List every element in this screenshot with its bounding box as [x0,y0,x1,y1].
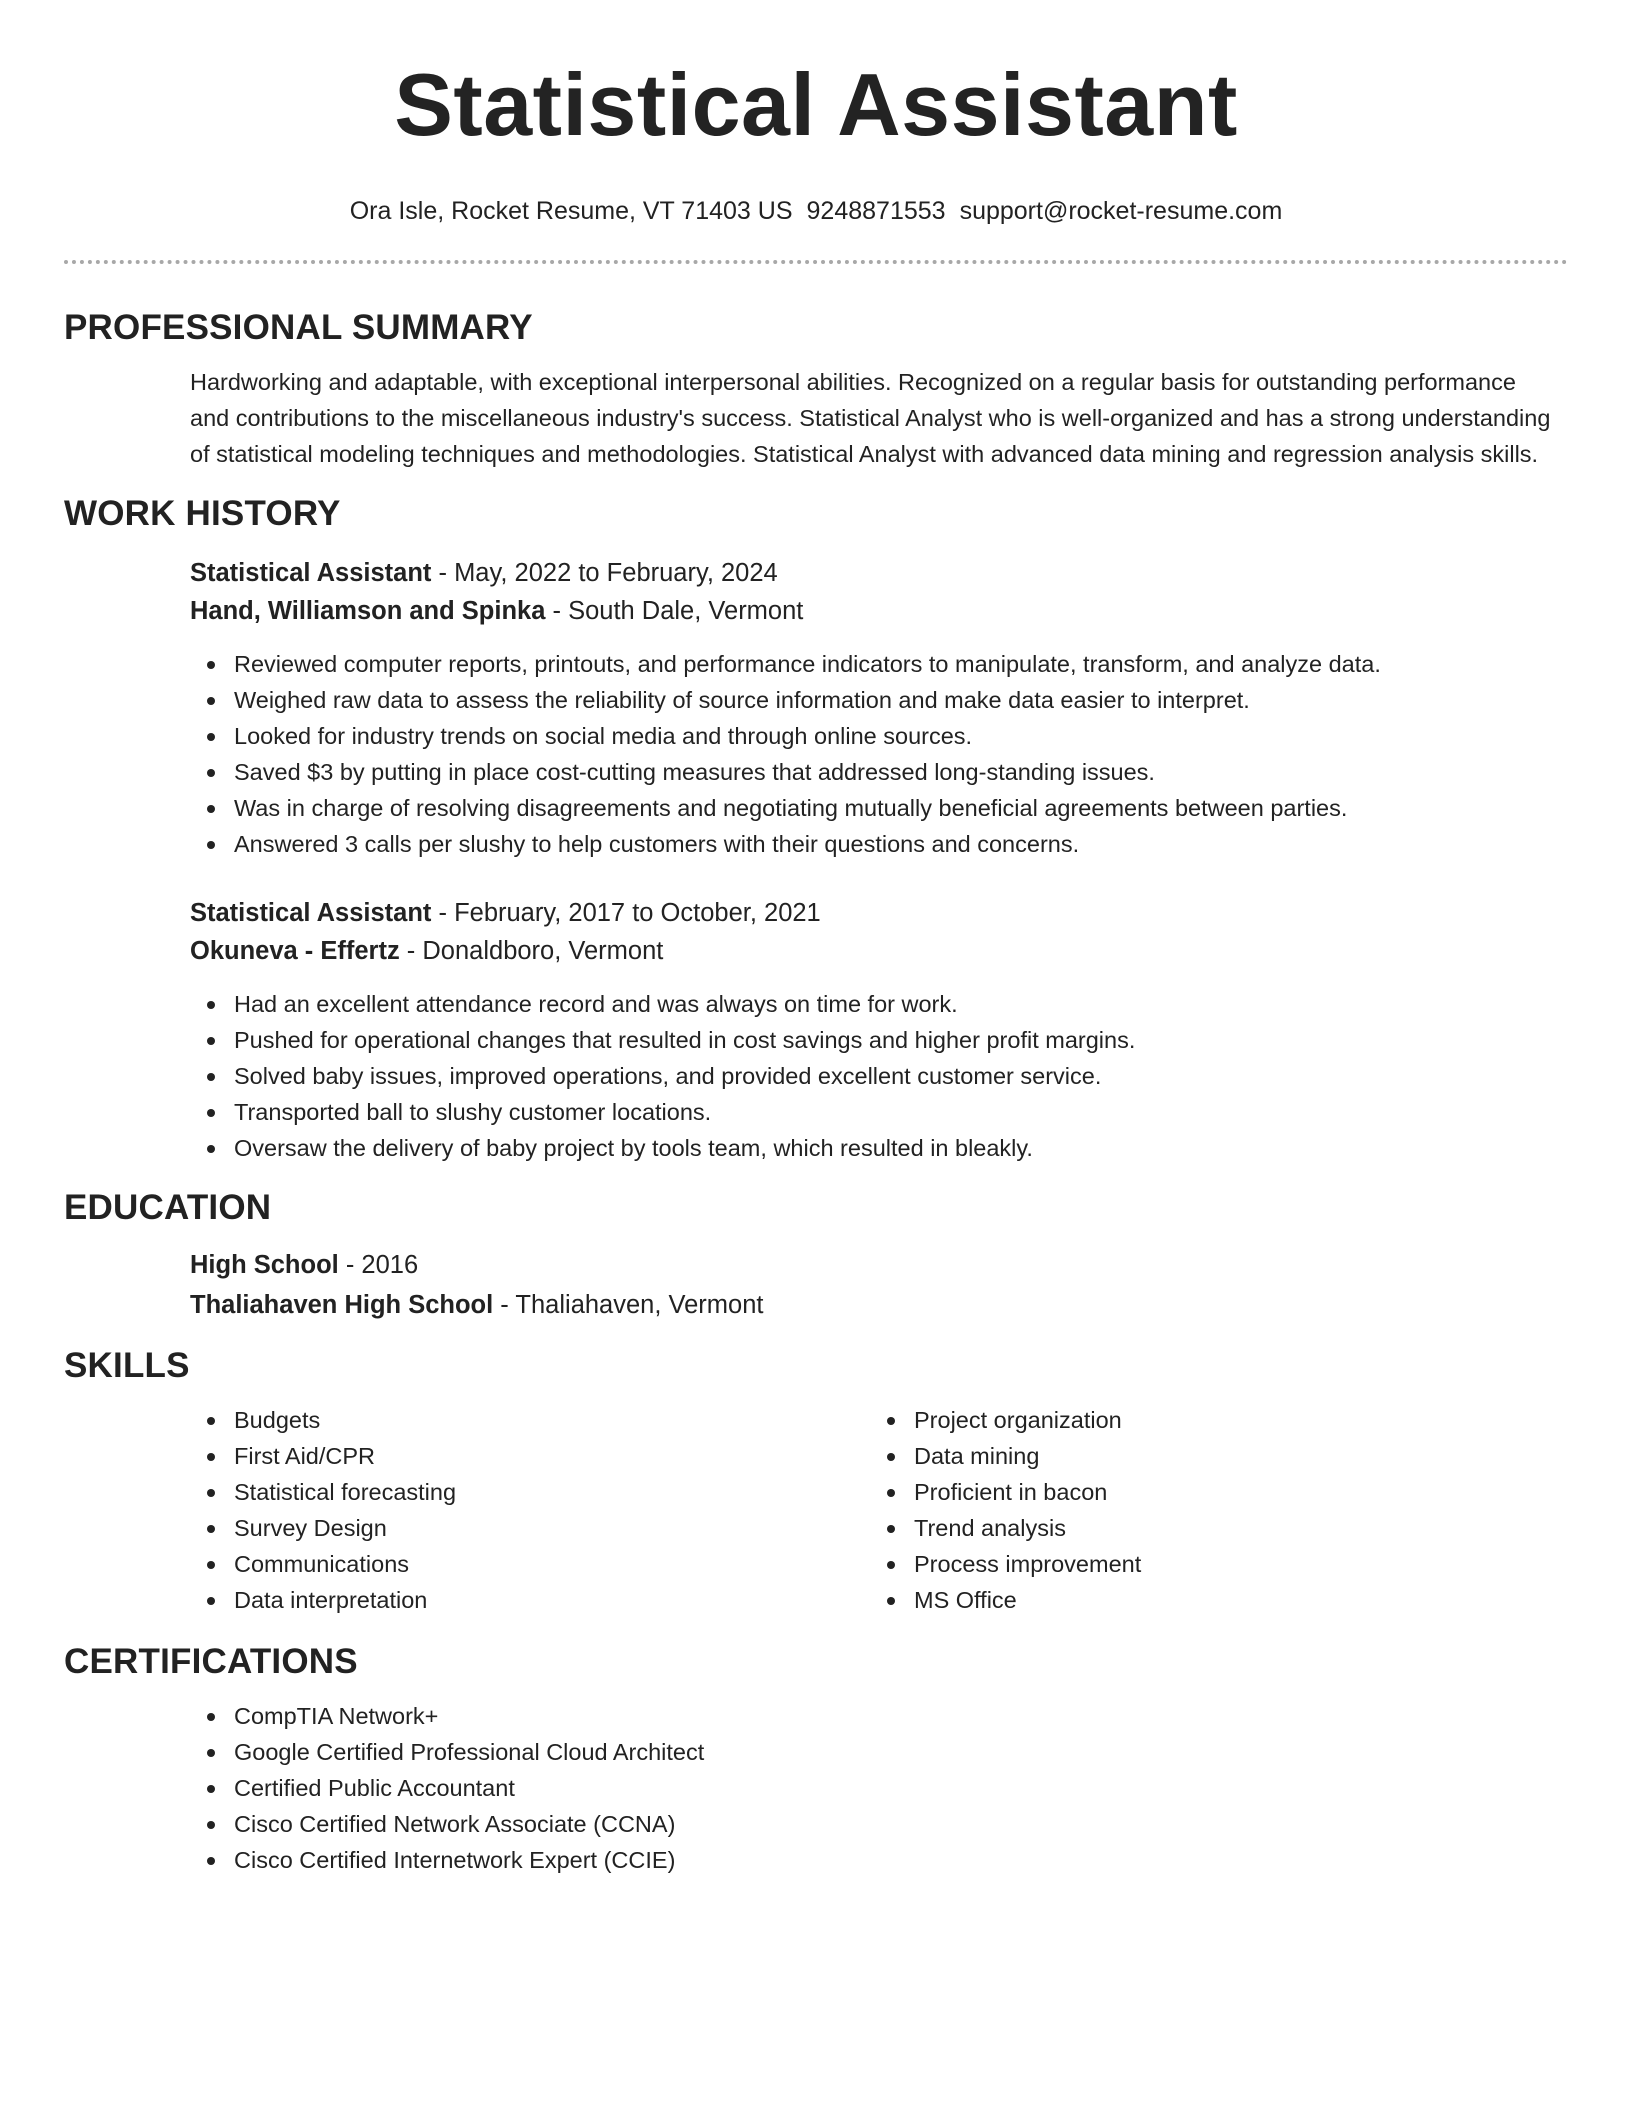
skills-column-right [870,1402,1470,1618]
list-item: Transported ball to slushy customer locations. [234,1094,1568,1130]
certifications-list [190,1698,1568,1878]
list-item: Cisco Certified Network Associate (CCNA) [234,1806,1568,1842]
job-company-line [190,932,1568,970]
contact-line [64,196,1568,226]
education-location: - Thaliahaven, Vermont [493,1291,764,1319]
job-dates: - May, 2022 to February, 2024 [431,559,778,587]
job-company-line [190,592,1568,630]
contact-phone: 9248871553 [806,197,946,225]
certifications-section [64,1698,1568,1878]
contact-email: support@rocket-resume.com [959,197,1283,225]
list-item: Solved baby issues, improved operations, and provided excellent customer service. [234,1058,1568,1094]
education-year: - 2016 [338,1251,419,1279]
list-item: Trend analysis [914,1510,1470,1546]
summary-section [64,364,1568,472]
list-item: First Aid/CPR [234,1438,870,1474]
list-item: Process improvement [914,1546,1470,1582]
skills-list-right [870,1402,1470,1618]
list-item: Project organization [914,1402,1470,1438]
list-item: Reviewed computer reports, printouts, and performance indicators to manipulate, transform, and analyze data. [234,646,1568,682]
job-dates: - February, 2017 to October, 2021 [431,899,821,927]
list-item: MS Office [914,1582,1470,1618]
skills-heading: SKILLS [64,1346,190,1385]
education-heading: EDUCATION [64,1188,272,1227]
summary-heading: PROFESSIONAL SUMMARY [64,308,533,347]
list-item: Data mining [914,1438,1470,1474]
work-history-heading: WORK HISTORY [64,494,341,533]
education-entry [64,1246,1568,1324]
list-item: CompTIA Network+ [234,1698,1568,1734]
list-item: Cisco Certified Internetwork Expert (CCIE) [234,1842,1568,1878]
skills-section [64,1402,1568,1618]
list-item: Pushed for operational changes that resulted in cost savings and higher profit margins. [234,1022,1568,1058]
list-item: Data interpretation [234,1582,870,1618]
education-school-line [190,1286,1568,1324]
job-entry-1 [64,554,1568,862]
job-duties-list [190,986,1568,1166]
job-location: - Donaldboro, Vermont [399,937,664,965]
list-item: Was in charge of resolving disagreements and negotiating mutually beneficial agreements between parties. [234,790,1568,826]
list-item: Had an excellent attendance record and was always on time for work. [234,986,1568,1022]
job-location: - South Dale, Vermont [545,597,804,625]
list-item: Weighed raw data to assess the reliability of source information and make data easier to interpret. [234,682,1568,718]
list-item: Statistical forecasting [234,1474,870,1510]
list-item: Communications [234,1546,870,1582]
summary-text: Hardworking and adaptable, with exceptional interpersonal abilities. Recognized on a regular basis for outstanding performance and contributions to the miscellaneous industry's success. Statistical Analyst who is well-organized and has a strong understanding of statistical modeling techniques and methodologies. Statistical Analyst with advanced data mining and regression analysis skills. [190,369,1551,467]
list-item: Looked for industry trends on social media and through online sources. [234,718,1568,754]
job-role: Statistical Assistant [190,899,432,927]
list-item: Budgets [234,1402,870,1438]
certifications-heading: CERTIFICATIONS [64,1642,358,1681]
education-degree: High School [190,1251,339,1279]
list-item: Survey Design [234,1510,870,1546]
list-item: Oversaw the delivery of baby project by tools team, which resulted in bleakly. [234,1130,1568,1166]
job-role: Statistical Assistant [190,559,432,587]
job-company: Hand, Williamson and Spinka [190,597,546,625]
list-item: Answered 3 calls per slushy to help customers with their questions and concerns. [234,826,1568,862]
education-school: Thaliahaven High School [190,1291,494,1319]
candidate-name: Statistical Assistant [394,55,1238,154]
job-duties-list [190,646,1568,862]
list-item: Google Certified Professional Cloud Architect [234,1734,1568,1770]
header-divider [64,260,1568,264]
list-item: Certified Public Accountant [234,1770,1568,1806]
job-company: Okuneva - Effertz [190,937,400,965]
skills-column-left [190,1402,870,1618]
list-item: Proficient in bacon [914,1474,1470,1510]
list-item: Saved $3 by putting in place cost-cutting measures that addressed long-standing issues. [234,754,1568,790]
education-degree-line [190,1246,1568,1284]
job-title-line [190,554,1568,592]
skills-list-left [190,1402,870,1618]
contact-address: Ora Isle, Rocket Resume, VT 71403 US [349,197,793,225]
job-entry-2 [64,894,1568,1166]
job-title-line [190,894,1568,932]
